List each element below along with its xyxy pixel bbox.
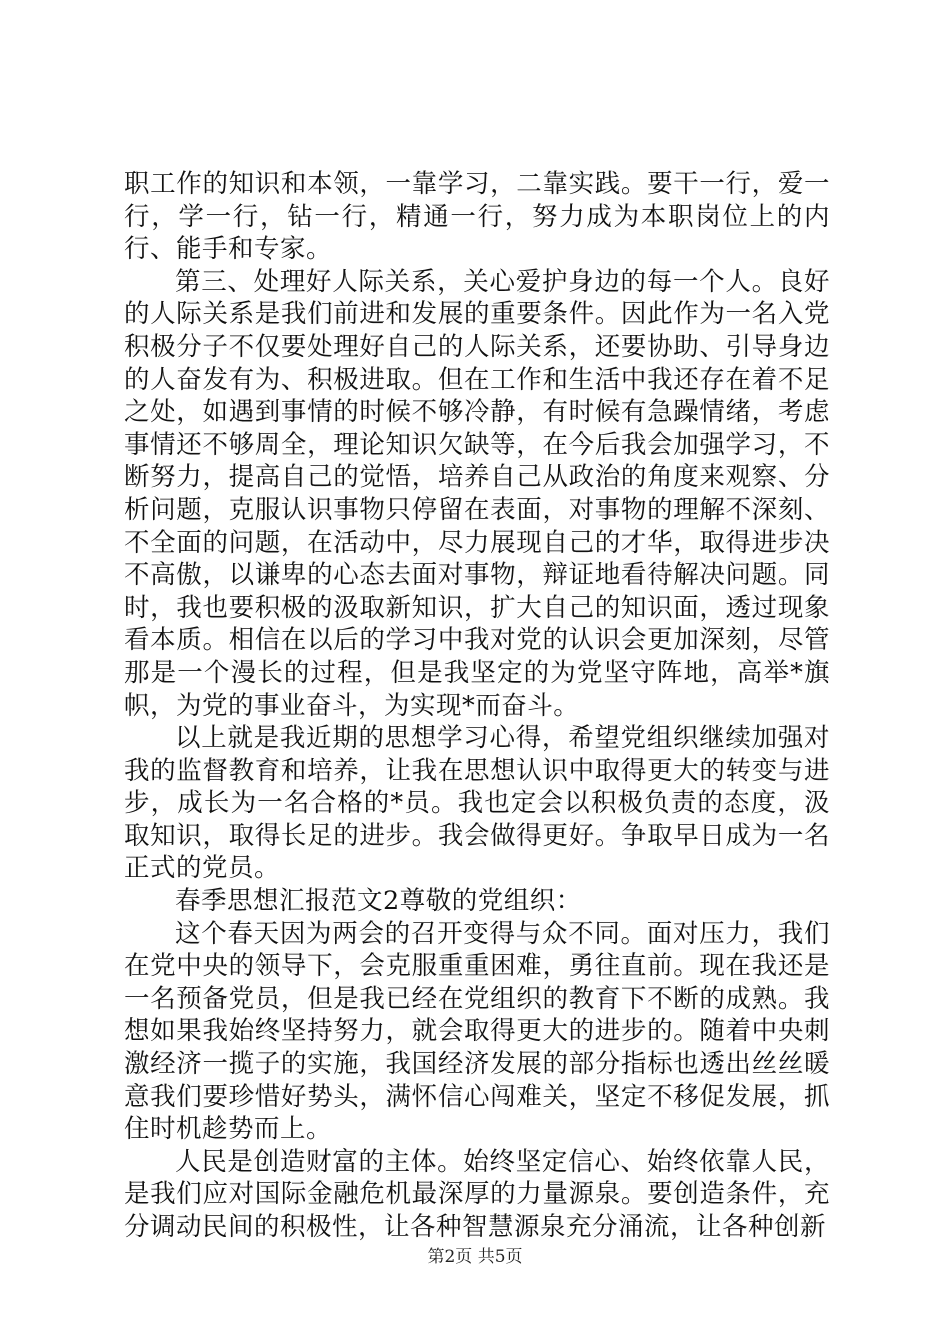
paragraph-4: 这个春天因为两会的召开变得与众不同。面对压力，我们在党中央的领导下，会克服重重困难，勇往直前。现在我还是一名预备党员，但是我已经在党组织的教育下不断的成熟。我想如果我始终坚持努力，就会取得更大的进步的。随着中央刺激经济一揽子的实施，我国经济发展的部分指标也透出丝丝暖意我们要珍惜好势头，满怀信心闯难关，坚定不移促发展，抓住时机趁势而上。 [124,918,830,1145]
paragraph-5: 人民是创造财富的主体。始终坚定信心、始终依靠人民，是我们应对国际金融危机最深厚的力量源泉。要创造条件，充分调动民间的积极性，让各种智慧源泉充分涌流，让各种创新 [124,1146,830,1242]
paragraph-1: 职工作的知识和本领，一靠学习，二靠实践。要干一行，爱一行，学一行，钻一行，精通一行，努力成为本职岗位上的内行、能手和专家。 [124,169,830,265]
document-body [124,168,830,1244]
page-number-footer: 第2页 共5页 [427,1247,523,1267]
paragraph-3: 以上就是我近期的思想学习心得，希望党组织继续加强对我的监督教育和培养，让我在思想认识中取得更大的转变与进步，成长为一名合格的*员。我也定会以积极负责的态度，汲取知识，取得长足的进步。我会做得更好。争取早日成为一名正式的党员。 [124,723,830,884]
paragraph-2: 第三、处理好人际关系，关心爱护身边的每一个人。良好的人际关系是我们前进和发展的重要条件。因此作为一名入党积极分子不仅要处理好自己的人际关系，还要协助、引导身边的人奋发有为、积极进取。但在工作和生活中我还存在着不足之处，如遇到事情的时候不够冷静，有时候有急躁情绪，考虑事情还不够周全，理论知识欠缺等，在今后我会加强学习，不断努力，提高自己的觉悟，培养自己从政治的角度来观察、分析问题，克服认识事物只停留在表面，对事物的理解不深刻、不全面的问题，在活动中，尽力展现自己的才华，取得进步决不高傲，以谦卑的心态去面对事物，辩证地看待解决问题。同时，我也要积极的汲取新知识，扩大自己的知识面，透过现象看本质。相信在以后的学习中我对党的认识会更加深刻，尽管那是一个漫长的过程，但是我坚定的为党坚守阵地，高举*旗帜，为党的事业奋斗，为实现*而奋斗。 [124,266,830,721]
section-heading: 春季思想汇报范文2尊敬的党组织： [175,886,582,917]
